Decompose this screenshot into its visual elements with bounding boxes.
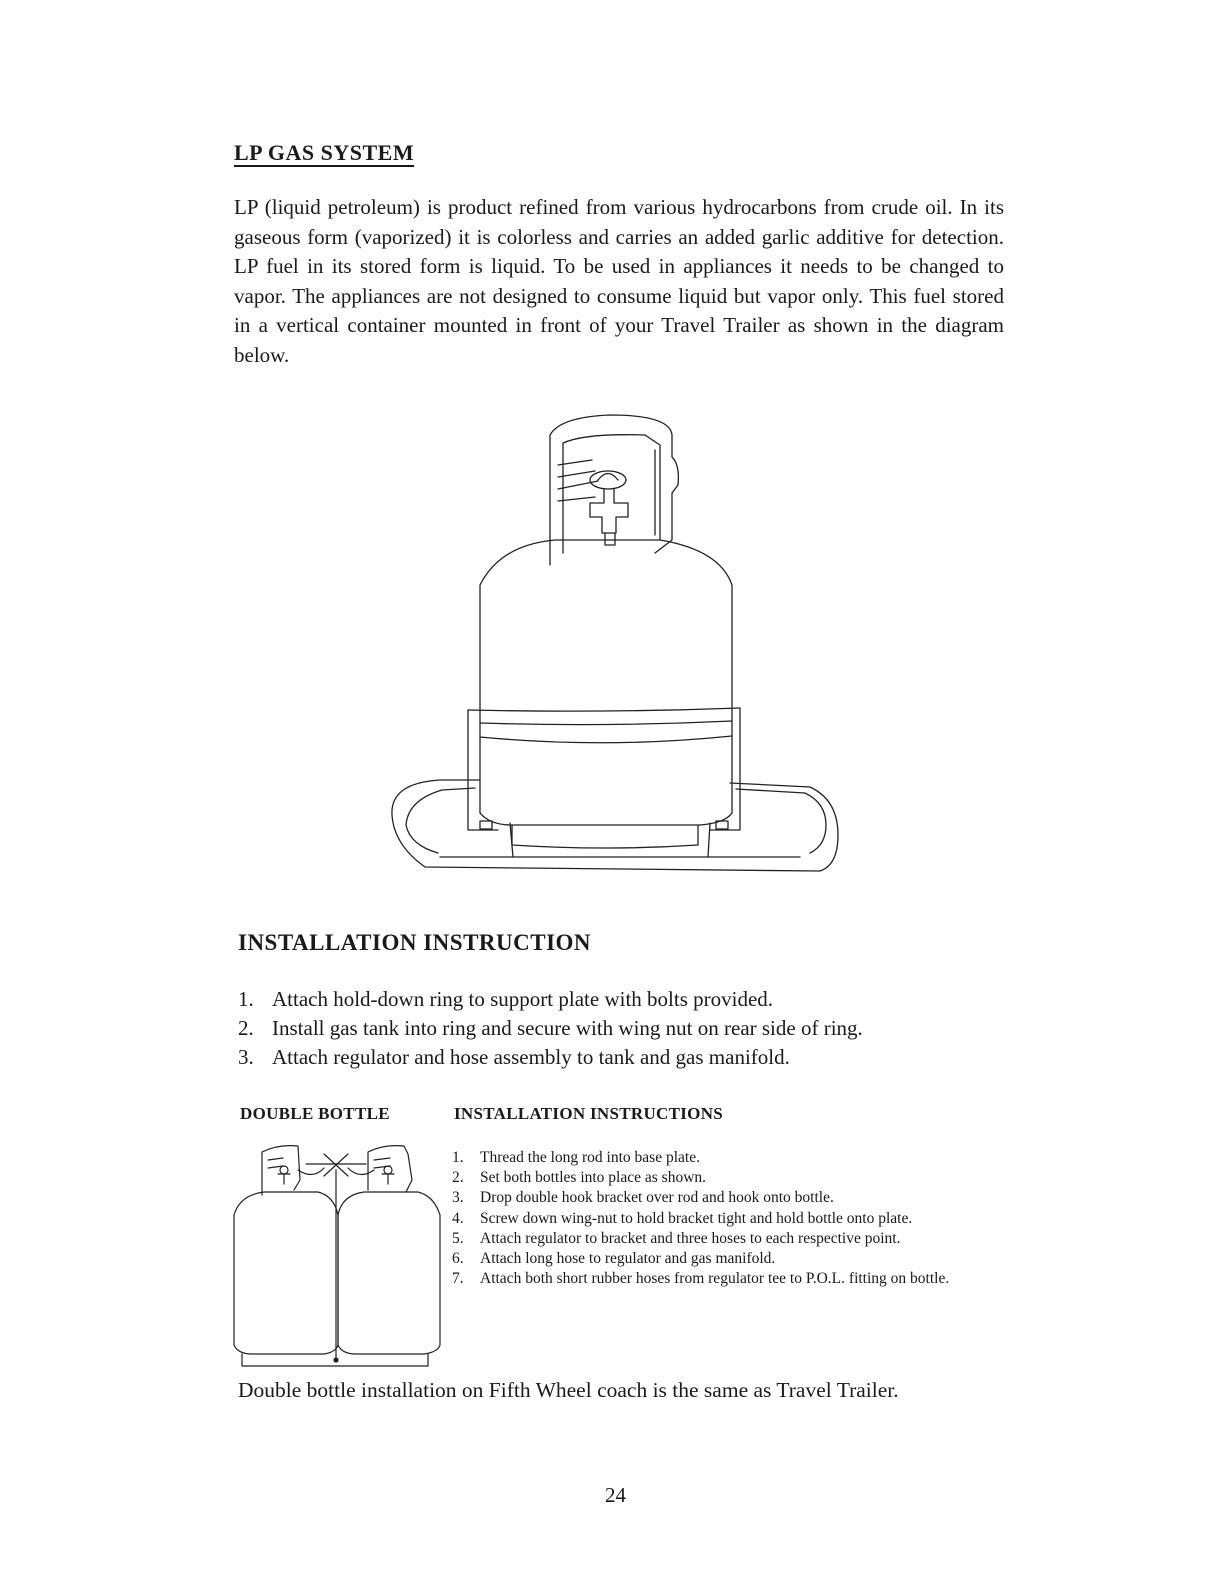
double-bottle-diagram [228,1140,446,1370]
step-text: Screw down wing-nut to hold bracket tight and hold bottle onto plate. [480,1209,913,1227]
step-number: 4. [452,1209,464,1227]
step-number: 6. [452,1250,464,1268]
step-text: Attach regulator to bracket and three hoses to each respective point. [480,1229,901,1247]
installation-step [238,1014,1018,1043]
double-bottle-step [452,1249,992,1269]
left-bottle [234,1146,338,1354]
intro-paragraph: LP (liquid petroleum) is product refined from various hydrocarbons from crude oil. In its gaseous form (vaporized) it is colorless and carries an added garlic additive for detection. LP fuel in its stored form is liquid. To be used in appliances it needs to be changed to vapor. The appliances are not designed to consume liquid but vapor only. This fuel stored in a vertical container mounted in front of your Travel Trailer as shown in the diagram below. [234,195,1004,367]
double-bottle-step [452,1148,992,1168]
installation-step [238,1043,1018,1072]
step-text: Attach hold-down ring to support plate with bolts provided. [272,987,774,1011]
step-number: 1. [452,1149,464,1166]
step-text: Set both bottles into place as shown. [480,1169,707,1187]
double-bottle-steps [452,1148,992,1289]
step-number: 5. [452,1229,464,1247]
double-bottle-step [452,1229,992,1249]
double-bottle-heading: DOUBLE BOTTLE [240,1104,390,1123]
installation-step [238,985,1018,1014]
right-bottle [338,1146,440,1354]
fifth-wheel-note: Double bottle installation on Fifth Wheel coach is the same as Travel Trailer. [238,1378,899,1402]
installation-steps [238,985,1018,1072]
lp-tank-diagram [380,405,850,895]
step-text: Drop double hook bracket over rod and hook onto bottle. [480,1189,834,1207]
tank-body [480,540,732,848]
step-number: 2. [452,1169,464,1187]
step-number: 3. [452,1189,464,1207]
base-plate [242,1354,428,1366]
double-bottle-step [452,1269,992,1289]
step-number: 2. [238,1016,254,1040]
hold-down-ring [468,708,740,830]
installation-heading: INSTALLATION INSTRUCTION [238,930,592,955]
double-bottle-step [452,1188,992,1208]
step-number: 3. [238,1045,254,1069]
step-text: Attach both short rubber hoses from regulator tee to P.O.L. fitting on bottle. [480,1270,950,1288]
step-number: 1. [238,987,254,1011]
double-bottle-instructions-heading: INSTALLATION INSTRUCTIONS [454,1104,724,1123]
double-bottle-step [452,1209,992,1229]
step-text: Attach long hose to regulator and gas manifold. [480,1250,776,1268]
step-text: Thread the long rod into base plate. [480,1149,700,1166]
double-bottle-step [452,1168,992,1188]
step-text: Attach regulator and hose assembly to tank and gas manifold. [272,1045,790,1069]
step-text: Install gas tank into ring and secure with wing nut on rear side of ring. [272,1016,863,1040]
step-number: 7. [452,1270,464,1288]
page-title: LP GAS SYSTEM [234,140,415,165]
rod-and-bracket [298,1154,374,1358]
page-number: 24 [605,1483,626,1507]
